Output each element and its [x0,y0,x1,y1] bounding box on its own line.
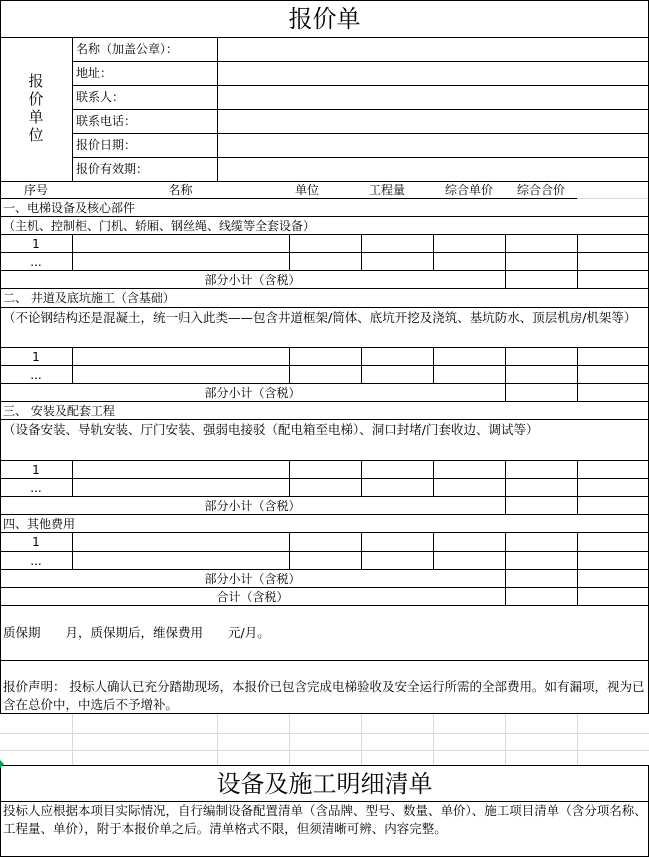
page-title: 报价单 [288,5,361,33]
quoter-address-field[interactable] [218,62,648,85]
grand-total-label: 合计（含税） [216,590,289,604]
section-3-subtotal: 部分小计（含税） [204,499,301,513]
header-unit: 单位 [294,183,319,197]
section-4-subtotal: 部分小计（含税） [204,572,301,586]
quoter-date-field[interactable] [218,134,648,157]
section-1-row-2-seq: ... [30,255,42,269]
detail-list-text: 投标人应根据本项目实际情况，自行编制设备配置清单（含品牌、型号、数量、单价）、施工项目清单（含分项名称、工程量、单价），附于本报价单之后。清单格式不限，但须清晰可辨、内容完整。 [3,803,647,836]
quoter-contact-field[interactable] [218,86,648,109]
section-1-subtotal: 部分小计（含税） [204,273,301,287]
quoter-validity-field[interactable] [218,158,648,181]
header-total-price: 综合合价 [516,183,565,197]
section-2-subtotal: 部分小计（含税） [204,386,301,400]
section-1-title: 一、电梯设备及核心部件 [3,201,136,215]
quoter-address-label: 地址： [76,66,113,80]
header-seq: 序号 [23,183,48,197]
section-3-row-1-seq: 1 [32,463,40,477]
section-3-row-2-seq: ... [30,481,42,495]
header-quantity: 工程量 [368,183,405,197]
quoter-phone-field[interactable] [218,110,648,133]
section-4-row-2-seq: ... [30,554,42,568]
section-2-title: 二、 井道及底坑施工（含基础） [3,291,175,305]
section-2-row-2-seq: ... [30,368,42,382]
selection-marker [0,760,4,768]
quoter-side-label: 报价单位 [28,72,44,144]
quoter-name-field[interactable] [218,38,648,61]
section-2-row-1-seq: 1 [32,350,40,364]
warranty-text: 质保期 月，质保期后，维保费用 元/月。 [3,625,270,640]
header-unit-price: 综合单价 [444,183,493,197]
section-1-row-1-seq: 1 [32,237,40,251]
section-2-desc: （不论钢结构还是混凝土，统一归入此类——包含井道框架/筒体、底坑开挖及浇筑、基坑防水、顶层机房/机架等） [3,310,637,325]
quote-statement: 报价声明： 投标人确认已充分踏勘现场，本报价已包含完成电梯验收及安全运行所需的全部费用。如有漏项，视为已含在总价中，中选后不予增补。 [3,679,645,712]
section-4-row-1-seq: 1 [32,535,40,549]
quoter-phone-label: 联系电话： [76,114,137,128]
header-name: 名称 [168,183,193,197]
detail-list-title: 设备及施工明细清单 [216,770,433,798]
quoter-date-label: 报价日期： [76,138,137,152]
quoter-name-label: 名称（加盖公章）： [76,42,179,56]
quoter-contact-label: 联系人： [76,90,125,104]
quoter-validity-label: 报价有效期： [76,162,149,176]
section-3-desc: （设备安装、导轨安装、厅门安装、强弱电接驳（配电箱至电梯）、洞口封堵/门套收边、调试等） [3,422,539,437]
section-1-desc: （主机、控制柜、门机、轿厢、钢丝绳、线缆等全套设备） [3,219,316,233]
section-3-title: 三、 安装及配套工程 [3,404,115,418]
section-4-title: 四、其他费用 [3,517,76,531]
